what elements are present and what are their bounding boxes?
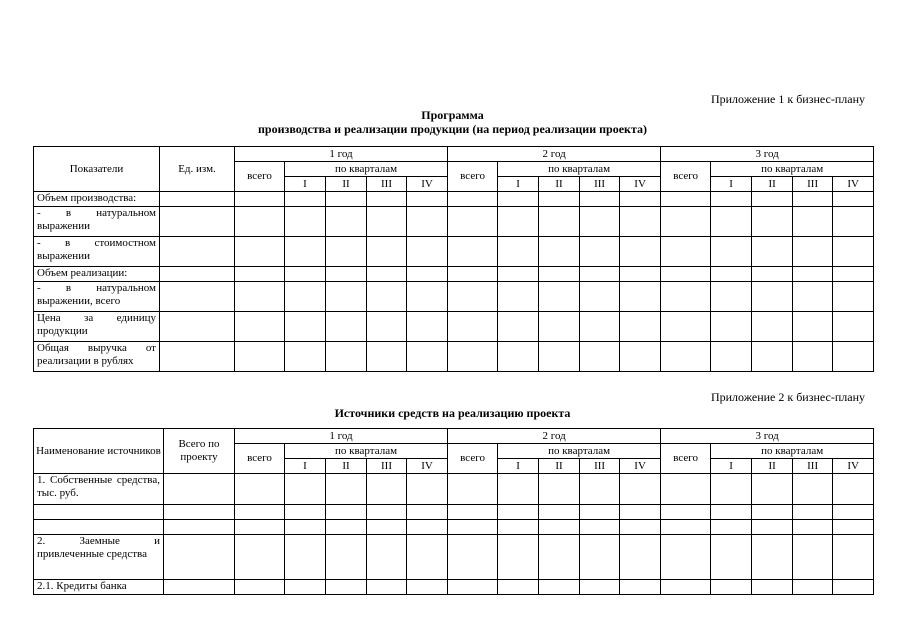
data-cell[interactable] — [367, 580, 407, 595]
data-cell[interactable] — [285, 535, 326, 580]
data-cell[interactable] — [661, 342, 711, 372]
data-cell[interactable] — [164, 535, 235, 580]
row-label: 2.1. Кредиты банка — [34, 580, 164, 595]
quarter-header: I — [711, 459, 752, 474]
quarter-header: I — [498, 177, 539, 192]
data-cell[interactable] — [285, 237, 326, 267]
table-row — [34, 535, 874, 580]
data-cell[interactable] — [793, 207, 833, 237]
table-row — [34, 474, 874, 505]
data-cell[interactable] — [539, 535, 580, 580]
data-cell[interactable] — [833, 505, 874, 520]
data-cell[interactable] — [752, 520, 793, 535]
data-cell[interactable] — [711, 237, 752, 267]
total-header-year-3: всего — [661, 444, 711, 474]
data-cell[interactable] — [285, 312, 326, 342]
data-cell[interactable] — [620, 535, 661, 580]
table-row — [34, 520, 874, 535]
data-cell[interactable] — [285, 207, 326, 237]
data-cell[interactable] — [793, 192, 833, 207]
data-cell[interactable] — [752, 282, 793, 312]
data-cell[interactable] — [752, 505, 793, 520]
table-row — [34, 312, 874, 342]
project-total-column-header: Всего по проекту — [164, 429, 235, 474]
data-cell[interactable] — [160, 312, 235, 342]
data-cell[interactable] — [752, 535, 793, 580]
total-header-year-3: всего — [661, 162, 711, 192]
data-cell[interactable] — [235, 207, 285, 237]
data-cell[interactable] — [285, 342, 326, 372]
by-quarter-header-year-1: по кварталам — [285, 162, 448, 177]
total-header-year-1: всего — [235, 162, 285, 192]
data-cell[interactable] — [407, 267, 448, 282]
data-cell[interactable] — [711, 312, 752, 342]
header-row-years — [34, 429, 874, 444]
data-cell[interactable] — [620, 192, 661, 207]
by-quarter-header-year-3: по кварталам — [711, 162, 874, 177]
data-cell[interactable] — [711, 474, 752, 505]
data-cell[interactable] — [407, 207, 448, 237]
row-label: 1. Собственные средства, тыс. руб. — [34, 474, 164, 505]
data-cell[interactable] — [833, 192, 874, 207]
data-cell[interactable] — [620, 312, 661, 342]
data-cell[interactable] — [580, 237, 620, 267]
data-cell[interactable] — [793, 520, 833, 535]
data-cell[interactable] — [793, 505, 833, 520]
data-cell[interactable] — [833, 207, 874, 237]
unit-column-header: Ед. изм. — [160, 147, 235, 192]
data-cell[interactable] — [833, 237, 874, 267]
data-cell[interactable] — [326, 535, 367, 580]
data-cell[interactable] — [833, 282, 874, 312]
data-cell[interactable] — [367, 312, 407, 342]
data-cell[interactable] — [498, 474, 539, 505]
row-label — [34, 520, 164, 535]
data-cell[interactable] — [498, 342, 539, 372]
data-cell[interactable] — [367, 207, 407, 237]
data-cell[interactable] — [661, 282, 711, 312]
by-quarter-header-year-1: по кварталам — [285, 444, 448, 459]
data-cell[interactable] — [539, 312, 580, 342]
data-cell[interactable] — [711, 520, 752, 535]
table-row — [34, 580, 874, 595]
data-cell[interactable] — [793, 282, 833, 312]
data-cell[interactable] — [164, 520, 235, 535]
data-cell[interactable] — [793, 342, 833, 372]
data-cell[interactable] — [752, 207, 793, 237]
data-cell[interactable] — [833, 474, 874, 505]
data-cell[interactable] — [752, 474, 793, 505]
data-cell[interactable] — [448, 312, 498, 342]
table-1-title-line-1: Программа — [421, 108, 484, 122]
data-cell[interactable] — [407, 580, 448, 595]
data-cell[interactable] — [164, 505, 235, 520]
data-cell[interactable] — [448, 207, 498, 237]
data-cell[interactable] — [407, 535, 448, 580]
data-cell[interactable] — [620, 207, 661, 237]
data-cell[interactable] — [539, 207, 580, 237]
header-row-years — [34, 147, 874, 162]
total-header-year-2: всего — [448, 444, 498, 474]
quarter-header: IV — [620, 459, 661, 474]
data-cell[interactable] — [235, 237, 285, 267]
quarter-header: IV — [620, 177, 661, 192]
data-cell[interactable] — [793, 535, 833, 580]
data-cell[interactable] — [285, 267, 326, 282]
quarter-header: II — [326, 459, 367, 474]
year-header-2: 2 год — [448, 147, 661, 162]
data-cell[interactable] — [326, 505, 367, 520]
data-cell[interactable] — [793, 267, 833, 282]
data-cell[interactable] — [407, 342, 448, 372]
data-cell[interactable] — [367, 474, 407, 505]
data-cell[interactable] — [620, 237, 661, 267]
data-cell[interactable] — [326, 267, 367, 282]
data-cell[interactable] — [580, 282, 620, 312]
data-cell[interactable] — [752, 237, 793, 267]
data-cell[interactable] — [407, 312, 448, 342]
data-cell[interactable] — [833, 342, 874, 372]
quarter-header: IV — [833, 459, 874, 474]
data-cell[interactable] — [833, 535, 874, 580]
data-cell[interactable] — [539, 342, 580, 372]
table-row — [34, 505, 874, 520]
data-cell[interactable] — [235, 580, 285, 595]
quarter-header: II — [326, 177, 367, 192]
quarter-header: III — [367, 459, 407, 474]
table-row — [34, 192, 874, 207]
data-cell[interactable] — [160, 267, 235, 282]
data-cell[interactable] — [580, 192, 620, 207]
data-cell[interactable] — [448, 237, 498, 267]
data-cell[interactable] — [407, 520, 448, 535]
data-cell[interactable] — [326, 192, 367, 207]
data-cell[interactable] — [620, 505, 661, 520]
data-cell[interactable] — [367, 282, 407, 312]
data-cell[interactable] — [367, 520, 407, 535]
quarter-header: III — [793, 459, 833, 474]
data-cell[interactable] — [620, 342, 661, 372]
data-cell[interactable] — [367, 505, 407, 520]
data-cell[interactable] — [661, 207, 711, 237]
data-cell[interactable] — [620, 474, 661, 505]
data-cell[interactable] — [620, 580, 661, 595]
row-label: Объем производства: — [34, 192, 160, 207]
data-cell[interactable] — [498, 267, 539, 282]
data-cell[interactable] — [407, 192, 448, 207]
data-cell[interactable] — [448, 520, 498, 535]
data-cell[interactable] — [661, 237, 711, 267]
data-cell[interactable] — [235, 312, 285, 342]
quarter-header: I — [498, 459, 539, 474]
data-cell[interactable] — [160, 342, 235, 372]
appendix-1-label: Приложение 1 к бизнес-плану — [710, 92, 865, 106]
quarter-header: III — [580, 177, 620, 192]
data-cell[interactable] — [285, 580, 326, 595]
quarter-header: I — [285, 177, 326, 192]
data-cell[interactable] — [326, 580, 367, 595]
year-header-2: 2 год — [448, 429, 661, 444]
row-label: Объем реализации: — [34, 267, 160, 282]
data-cell[interactable] — [661, 580, 711, 595]
data-cell[interactable] — [160, 192, 235, 207]
data-cell[interactable] — [711, 535, 752, 580]
year-header-1: 1 год — [235, 429, 448, 444]
data-cell[interactable] — [498, 505, 539, 520]
data-cell[interactable] — [448, 267, 498, 282]
funding-sources-table — [33, 428, 874, 595]
data-cell[interactable] — [407, 282, 448, 312]
data-cell[interactable] — [752, 267, 793, 282]
data-cell[interactable] — [539, 505, 580, 520]
data-cell[interactable] — [833, 267, 874, 282]
quarter-header: I — [285, 459, 326, 474]
indicator-column-header: Показатели — [34, 147, 160, 192]
data-cell[interactable] — [235, 282, 285, 312]
data-cell[interactable] — [752, 342, 793, 372]
quarter-header: II — [752, 459, 793, 474]
data-cell[interactable] — [833, 520, 874, 535]
table-2-title: Источники средств на реализацию проекта — [334, 406, 571, 420]
quarter-header: IV — [833, 177, 874, 192]
data-cell[interactable] — [793, 237, 833, 267]
data-cell[interactable] — [367, 267, 407, 282]
data-cell[interactable] — [833, 580, 874, 595]
data-cell[interactable] — [580, 207, 620, 237]
data-cell[interactable] — [661, 474, 711, 505]
row-label: 2. Заемные и привлеченные средства — [34, 535, 164, 580]
data-cell[interactable] — [498, 282, 539, 312]
source-name-column-header: Наименование источников — [34, 429, 164, 474]
data-cell[interactable] — [407, 237, 448, 267]
data-cell[interactable] — [580, 312, 620, 342]
data-cell[interactable] — [539, 520, 580, 535]
row-label: - в стоимостном выражении — [34, 237, 160, 267]
data-cell[interactable] — [235, 474, 285, 505]
data-cell[interactable] — [793, 312, 833, 342]
data-cell[interactable] — [326, 342, 367, 372]
data-cell[interactable] — [620, 520, 661, 535]
data-cell[interactable] — [539, 474, 580, 505]
data-cell[interactable] — [326, 312, 367, 342]
quarter-header: II — [539, 177, 580, 192]
data-cell[interactable] — [285, 520, 326, 535]
by-quarter-header-year-2: по кварталам — [498, 444, 661, 459]
data-cell[interactable] — [326, 520, 367, 535]
year-header-3: 3 год — [661, 147, 874, 162]
row-label: Цена за единицу продукции — [34, 312, 160, 342]
data-cell[interactable] — [580, 505, 620, 520]
data-cell[interactable] — [539, 192, 580, 207]
data-cell[interactable] — [539, 237, 580, 267]
data-cell[interactable] — [407, 505, 448, 520]
data-cell[interactable] — [711, 192, 752, 207]
data-cell[interactable] — [235, 267, 285, 282]
data-cell[interactable] — [407, 474, 448, 505]
data-cell[interactable] — [448, 580, 498, 595]
data-cell[interactable] — [580, 580, 620, 595]
data-cell[interactable] — [711, 282, 752, 312]
data-cell[interactable] — [580, 267, 620, 282]
table-1-title — [0, 108, 905, 136]
quarter-header: IV — [407, 459, 448, 474]
data-cell[interactable] — [160, 237, 235, 267]
total-header-year-1: всего — [235, 444, 285, 474]
table-1-title-line-2: производства и реализации продукции (на период реализации проекта) — [258, 122, 647, 136]
data-cell[interactable] — [367, 237, 407, 267]
data-cell[interactable] — [367, 342, 407, 372]
data-cell[interactable] — [326, 207, 367, 237]
data-cell[interactable] — [285, 282, 326, 312]
data-cell[interactable] — [752, 312, 793, 342]
year-header-1: 1 год — [235, 147, 448, 162]
data-cell[interactable] — [164, 580, 235, 595]
data-cell[interactable] — [448, 474, 498, 505]
quarter-header: II — [539, 459, 580, 474]
data-cell[interactable] — [160, 207, 235, 237]
data-cell[interactable] — [539, 580, 580, 595]
by-quarter-header-year-3: по кварталам — [711, 444, 874, 459]
data-cell[interactable] — [235, 520, 285, 535]
data-cell[interactable] — [711, 580, 752, 595]
data-cell[interactable] — [752, 580, 793, 595]
data-cell[interactable] — [711, 342, 752, 372]
data-cell[interactable] — [235, 342, 285, 372]
data-cell[interactable] — [580, 520, 620, 535]
data-cell[interactable] — [326, 237, 367, 267]
table-row — [34, 237, 874, 267]
data-cell[interactable] — [711, 207, 752, 237]
data-cell[interactable] — [661, 192, 711, 207]
production-program-table — [33, 146, 874, 372]
row-label: - в натуральном выражении, всего — [34, 282, 160, 312]
table-row — [34, 207, 874, 237]
data-cell[interactable] — [448, 192, 498, 207]
data-cell[interactable] — [498, 207, 539, 237]
data-cell[interactable] — [448, 342, 498, 372]
data-cell[interactable] — [580, 474, 620, 505]
data-cell[interactable] — [367, 535, 407, 580]
data-cell[interactable] — [620, 282, 661, 312]
data-cell[interactable] — [661, 535, 711, 580]
table-row — [34, 267, 874, 282]
data-cell[interactable] — [498, 312, 539, 342]
data-cell[interactable] — [498, 237, 539, 267]
total-header-year-2: всего — [448, 162, 498, 192]
quarter-header: I — [711, 177, 752, 192]
quarter-header: III — [793, 177, 833, 192]
data-cell[interactable] — [448, 535, 498, 580]
data-cell[interactable] — [661, 312, 711, 342]
data-cell[interactable] — [498, 580, 539, 595]
data-cell[interactable] — [661, 267, 711, 282]
data-cell[interactable] — [448, 505, 498, 520]
quarter-header: IV — [407, 177, 448, 192]
row-label: - в натуральном выражении — [34, 207, 160, 237]
data-cell[interactable] — [539, 267, 580, 282]
row-label: Общая выручка от реализации в рублях — [34, 342, 160, 372]
table-row — [34, 282, 874, 312]
data-cell[interactable] — [793, 474, 833, 505]
quarter-header: III — [580, 459, 620, 474]
by-quarter-header-year-2: по кварталам — [498, 162, 661, 177]
data-cell[interactable] — [285, 474, 326, 505]
quarter-header: III — [367, 177, 407, 192]
data-cell[interactable] — [498, 535, 539, 580]
data-cell[interactable] — [235, 535, 285, 580]
data-cell[interactable] — [448, 282, 498, 312]
data-cell[interactable] — [620, 267, 661, 282]
table-row — [34, 342, 874, 372]
data-cell[interactable] — [580, 342, 620, 372]
row-label — [34, 505, 164, 520]
data-cell[interactable] — [793, 580, 833, 595]
data-cell[interactable] — [160, 282, 235, 312]
data-cell[interactable] — [539, 282, 580, 312]
data-cell[interactable] — [711, 505, 752, 520]
data-cell[interactable] — [285, 192, 326, 207]
data-cell[interactable] — [235, 505, 285, 520]
data-cell[interactable] — [580, 535, 620, 580]
data-cell[interactable] — [498, 520, 539, 535]
year-header-3: 3 год — [661, 429, 874, 444]
data-cell[interactable] — [661, 505, 711, 520]
data-cell[interactable] — [711, 267, 752, 282]
data-cell[interactable] — [235, 192, 285, 207]
appendix-2-label: Приложение 2 к бизнес-плану — [710, 390, 865, 404]
data-cell[interactable] — [833, 312, 874, 342]
data-cell[interactable] — [326, 282, 367, 312]
data-cell[interactable] — [498, 192, 539, 207]
quarter-header: II — [752, 177, 793, 192]
data-cell[interactable] — [326, 474, 367, 505]
data-cell[interactable] — [164, 474, 235, 505]
data-cell[interactable] — [661, 520, 711, 535]
data-cell[interactable] — [285, 505, 326, 520]
data-cell[interactable] — [752, 192, 793, 207]
data-cell[interactable] — [367, 192, 407, 207]
